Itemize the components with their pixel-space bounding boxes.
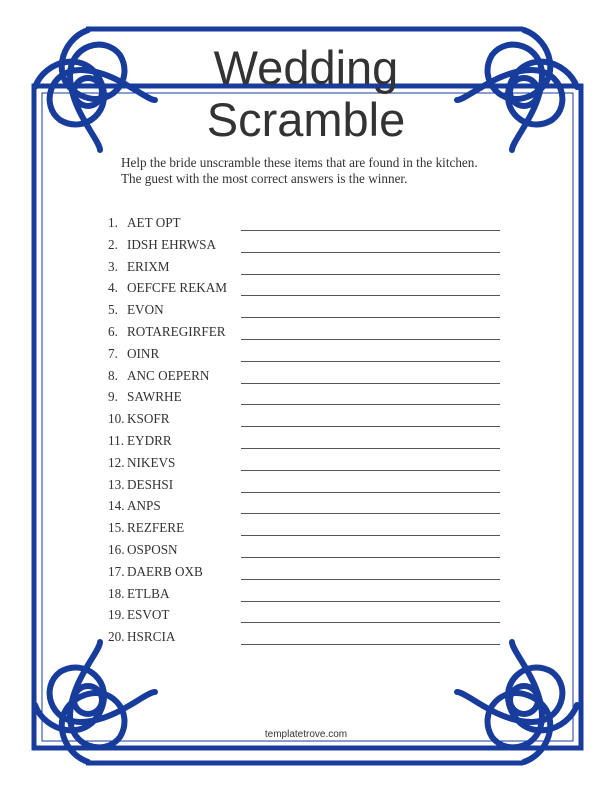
list-item [108, 279, 508, 301]
answer-line [241, 557, 500, 558]
list-item [108, 388, 508, 410]
item-number: 19. [108, 607, 125, 623]
item-number: 17. [108, 563, 125, 579]
scrambled-word: DESHSI [127, 476, 174, 492]
list-item [108, 541, 508, 563]
scrambled-word: AET OPT [127, 215, 181, 230]
scrambled-word: ANC OEPERN [127, 367, 210, 383]
answer-line [241, 535, 500, 536]
item-number: 6. [108, 323, 118, 339]
list-item [108, 585, 508, 607]
scrambled-word: ERIXM [127, 258, 170, 274]
item-number: 15. [108, 520, 125, 536]
list-item [108, 214, 508, 236]
item-number: 4. [108, 280, 118, 296]
scrambled-word: OINR [127, 345, 160, 361]
answer-line [241, 230, 500, 231]
item-number: 14. [108, 498, 125, 514]
item-number: 3. [108, 258, 118, 274]
item-number: 8. [108, 367, 118, 383]
answer-line [241, 579, 500, 580]
scrambled-word: IDSH EHRWSA [127, 236, 217, 252]
list-item [108, 367, 508, 389]
scrambled-word: ANPS [127, 498, 161, 514]
list-item [108, 454, 508, 476]
answer-line [241, 274, 500, 275]
corner-ornament-bottom-left [35, 642, 155, 762]
list-item [108, 628, 508, 650]
answer-line [241, 513, 500, 514]
scrambled-word: OSPOSN [127, 541, 178, 557]
item-number: 18. [108, 585, 125, 601]
answer-line [241, 404, 500, 405]
scramble-list [108, 214, 508, 650]
answer-line [241, 470, 500, 471]
scrambled-word: OEFCFE REKAM [127, 280, 228, 296]
list-item [108, 476, 508, 498]
list-item [108, 606, 508, 628]
answer-line [241, 252, 500, 253]
answer-line [241, 448, 500, 449]
answer-line [241, 492, 500, 493]
answer-line [241, 361, 500, 362]
list-item [108, 345, 508, 367]
item-number: 7. [108, 345, 118, 361]
page-title-line-1: Wedding [213, 41, 399, 94]
scrambled-word: NIKEVS [127, 454, 176, 470]
item-number: 11. [108, 432, 124, 448]
list-item [108, 497, 508, 519]
scrambled-word: EVON [127, 302, 164, 318]
scrambled-word: ESVOT [127, 607, 170, 623]
answer-line [241, 644, 500, 645]
item-number: 2. [108, 236, 118, 252]
instructions-text: Help the bride unscramble these items that are found in the kitchen. The guest with the most correct answers is the winner. [121, 155, 478, 186]
list-item [108, 301, 508, 323]
scrambled-word: ROTAREGIRFER [127, 323, 226, 339]
scrambled-word: REZFERE [127, 520, 185, 536]
scrambled-word: EYDRR [127, 432, 172, 448]
answer-line [241, 622, 500, 623]
item-number: 5. [108, 302, 118, 318]
answer-line [241, 295, 500, 296]
answer-line [241, 601, 500, 602]
item-number: 16. [108, 541, 125, 557]
corner-ornament-bottom-right [457, 642, 577, 762]
list-item [108, 519, 508, 541]
answer-line [241, 339, 500, 340]
scrambled-word: SAWRHE [127, 389, 182, 405]
scrambled-word: HSRCIA [127, 629, 176, 645]
page-title-line-2: Scramble [206, 93, 406, 146]
item-number: 12. [108, 454, 125, 470]
list-item [108, 563, 508, 585]
scrambled-word: ETLBA [127, 585, 170, 601]
scrambled-word: KSOFR [127, 411, 170, 427]
answer-line [241, 317, 500, 318]
list-item [108, 432, 508, 454]
list-item [108, 236, 508, 258]
item-number: 1. [108, 215, 118, 230]
list-item [108, 258, 508, 280]
list-item [108, 323, 508, 345]
answer-line [241, 426, 500, 427]
item-number: 13. [108, 476, 125, 492]
item-number: 9. [108, 389, 118, 405]
list-item [108, 410, 508, 432]
item-number: 10. [108, 411, 125, 427]
scrambled-word: DAERB OXB [127, 563, 203, 579]
footer-website: templatetrove.com [264, 729, 348, 740]
item-number: 20. [108, 629, 125, 645]
answer-line [241, 383, 500, 384]
